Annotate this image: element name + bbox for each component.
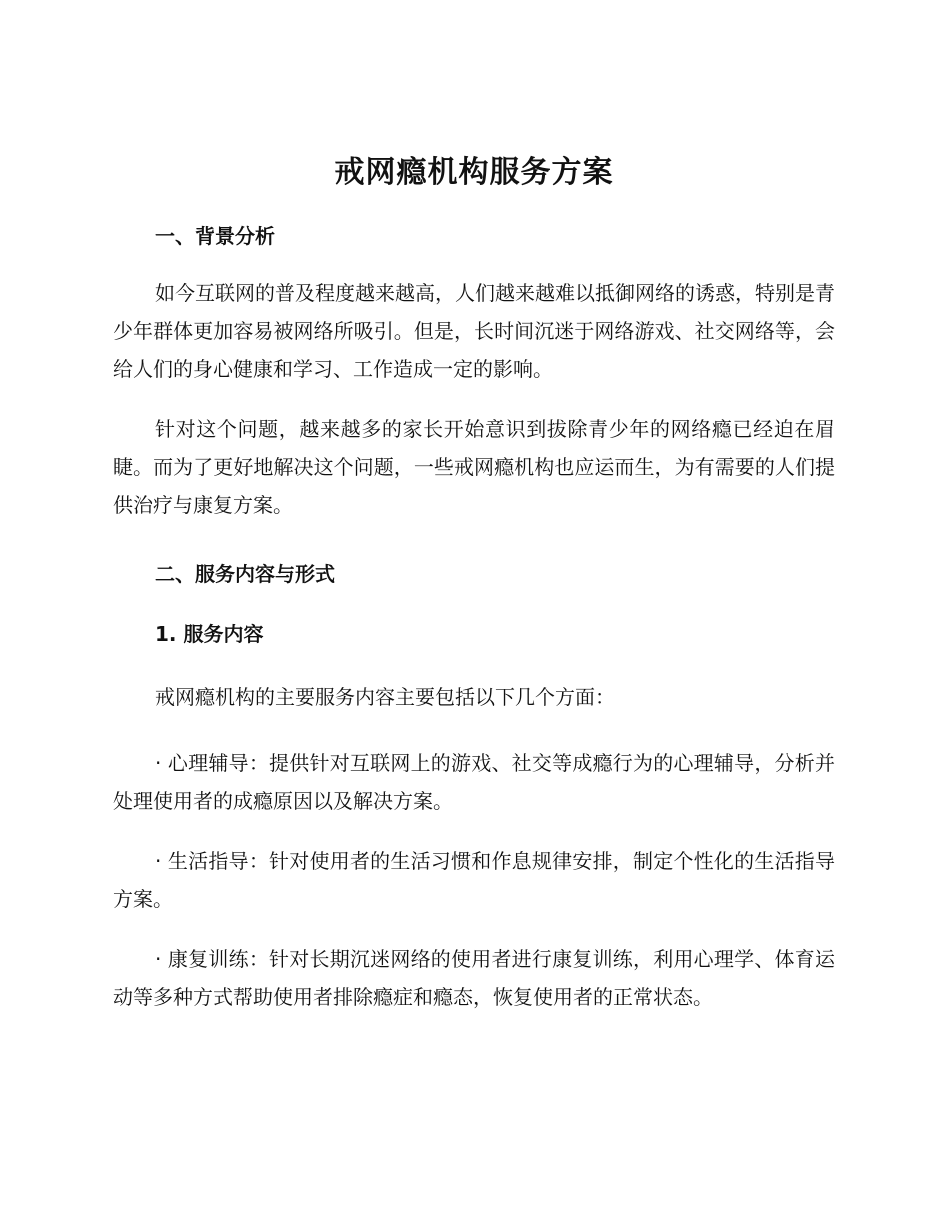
background-paragraph-2: 针对这个问题，越来越多的家长开始意识到拔除青少年的网络瘾已经迫在眉睫。而为了更好地解决这个问题，一些戒网瘾机构也应运而生，为有需要的人们提供治疗与康复方案。 <box>113 417 835 517</box>
subsection-heading-service-content: 1. 服务内容 <box>155 622 264 646</box>
document-title: 戒网瘾机构服务方案 <box>334 155 614 190</box>
background-paragraph-1: 如今互联网的普及程度越来越高，人们越来越难以抵御网络的诱惑，特别是青少年群体更加容易被网络所吸引。但是，长时间沉迷于网络游戏、社交网络等，会给人们的身心健康和学习、工作造成一定的影响。 <box>113 281 835 381</box>
section-heading-background: 一、背景分析 <box>155 224 275 248</box>
document-page <box>113 150 835 1016</box>
service-item-rehabilitation-training: · 康复训练：针对长期沉迷网络的使用者进行康复训练，利用心理学、体育运动等多种方式帮助使用者排除瘾症和瘾态，恢复使用者的正常状态。 <box>113 947 835 1009</box>
service-item-life-guidance: · 生活指导：针对使用者的生活习惯和作息规律安排，制定个性化的生活指导方案。 <box>113 849 835 911</box>
service-item-psychological-counseling: · 心理辅导：提供针对互联网上的游戏、社交等成瘾行为的心理辅导，分析并处理使用者的成瘾原因以及解决方案。 <box>113 751 835 813</box>
services-intro: 戒网瘾机构的主要服务内容主要包括以下几个方面： <box>155 685 615 709</box>
section-heading-services: 二、服务内容与形式 <box>155 562 335 586</box>
